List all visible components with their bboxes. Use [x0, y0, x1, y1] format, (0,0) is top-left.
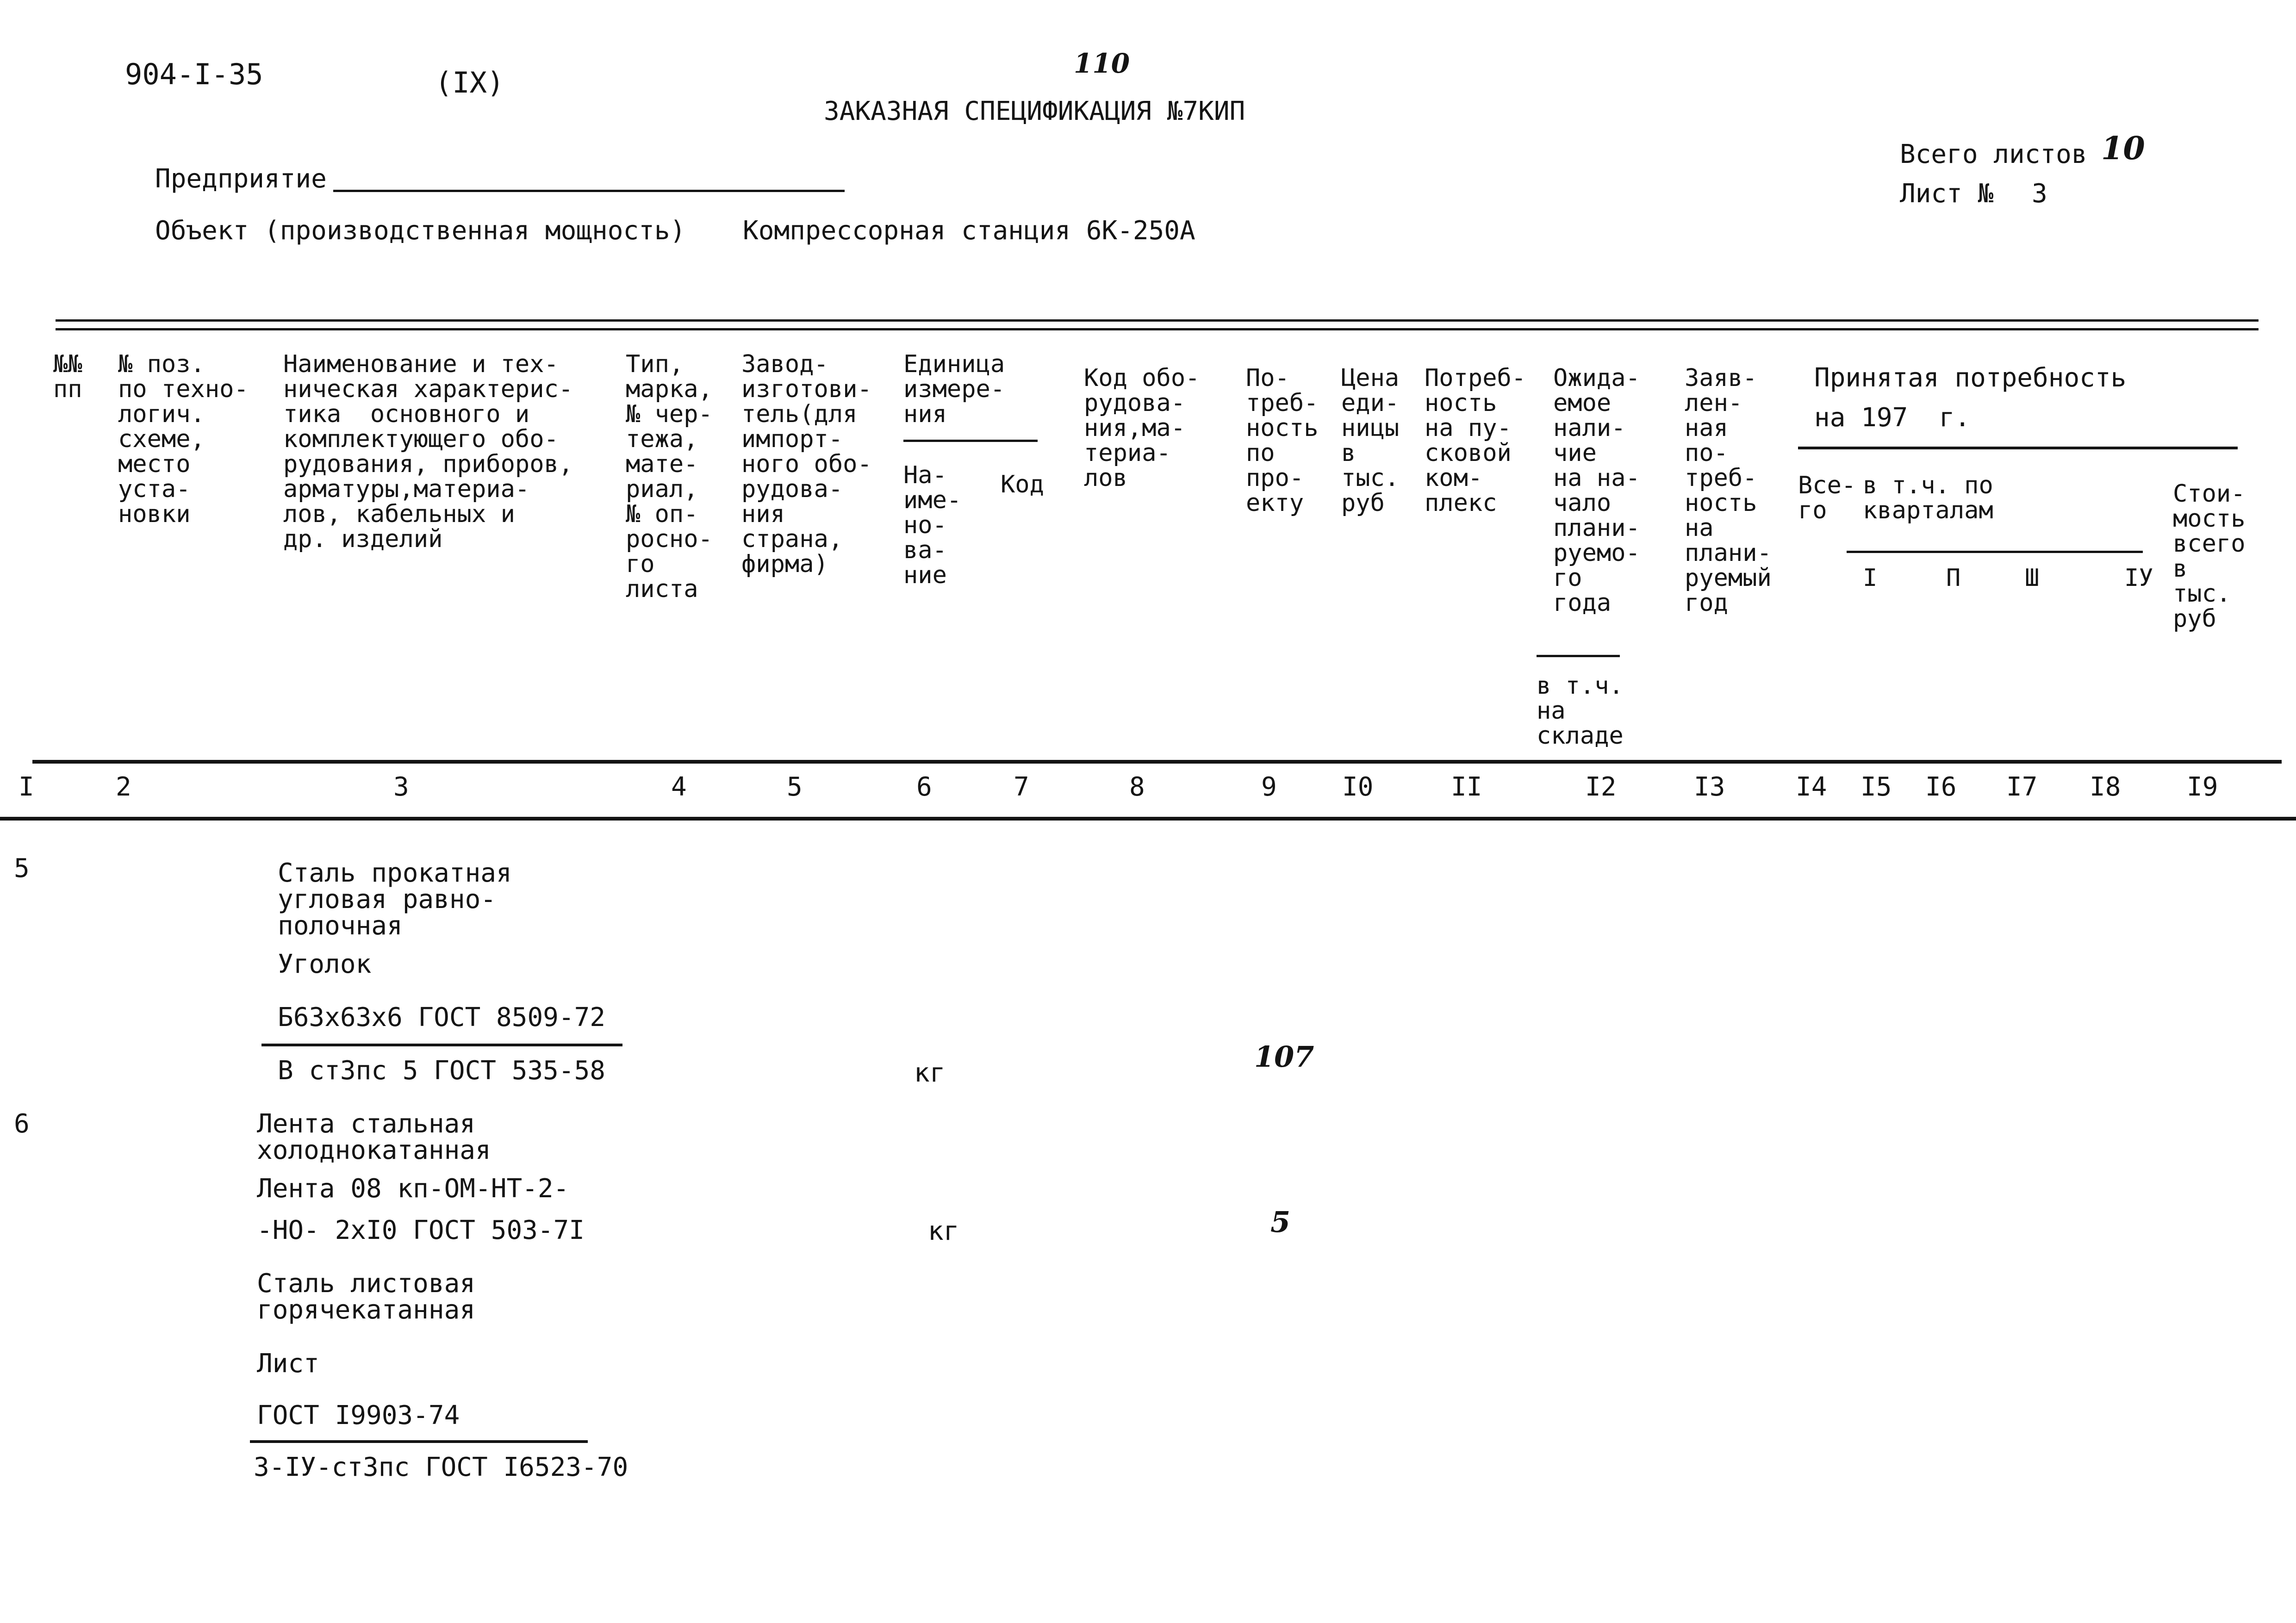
row-6-line-2: -НО- 2хI0 ГОСТ 503-7I: [257, 1215, 585, 1245]
sheet-value: 3: [2032, 179, 2047, 209]
col-number: 3: [393, 772, 409, 802]
col-number: I9: [2187, 772, 2218, 802]
header-col-3: Наименование и тех- ническая характерис- тика основного и комплектующего обо- рудования, приборов, арматуры,материа- лов, кабельных и др. изделий: [283, 350, 573, 553]
header-col-6: На- име- но- ва- ние: [903, 461, 962, 589]
col-number: I6: [1925, 772, 1957, 802]
row-5-subname: Уголок: [278, 949, 372, 979]
object-value: Компрессорная станция 6К-250А: [743, 216, 1195, 246]
document-part: (IX): [435, 66, 504, 99]
col-number: 2: [116, 772, 131, 802]
col-number: I3: [1694, 772, 1725, 802]
header-col-19: Стои- мость всего в тыс. руб: [2173, 480, 2246, 633]
col-number: I7: [2006, 772, 2038, 802]
row-6-unit: кг: [928, 1216, 959, 1246]
col-number: I: [19, 772, 34, 802]
document-code: 904-I-35: [125, 57, 263, 91]
col-number: 5: [787, 772, 803, 802]
row-7-subname: Лист: [257, 1349, 319, 1379]
header-col-12-divider: [1537, 655, 1620, 657]
row-7-gost: ГОСТ I9903-74: [257, 1400, 460, 1430]
header-col-6-divider: [903, 440, 1038, 442]
col-number: I4: [1796, 772, 1827, 802]
header-q2: П: [1946, 564, 1961, 592]
col-number: I2: [1585, 772, 1617, 802]
header-col-4: Тип, марка, № чер- тежа, мате- риал, № оп- росно- го листа: [626, 350, 713, 603]
col-number: I5: [1860, 772, 1892, 802]
row-5-material: В ст3пс 5 ГОСТ 535-58: [278, 1056, 606, 1086]
header-q1: I: [1863, 564, 1878, 592]
header-col-9: По- треб- ность по про- екту: [1246, 364, 1319, 517]
object-label: Объект (производственная мощность): [155, 216, 686, 246]
col-number: II: [1451, 772, 1482, 802]
col-numbers-top-rule: [32, 760, 2282, 764]
col-number: 6: [916, 772, 932, 802]
col-number: 4: [671, 772, 687, 802]
enterprise-label: Предприятие: [155, 164, 327, 194]
header-accepted-divider: [1798, 447, 2238, 449]
header-accepted-year: на 197 г.: [1814, 403, 1971, 433]
page-title: ЗАКАЗНАЯ СПЕЦИФИКАЦИЯ №7КИП: [824, 96, 1245, 126]
total-sheets-value: 10: [2101, 130, 2145, 167]
header-top-double-rule: [56, 319, 2259, 330]
row-7-fraction-line: [250, 1440, 588, 1443]
header-q4: IУ: [2124, 564, 2153, 592]
row-5-number: 5: [14, 853, 30, 883]
header-col-13: Заяв- лен- ная по- треб- ность на плани- руемый год: [1685, 364, 1772, 617]
row-5-unit: кг: [914, 1058, 946, 1088]
enterprise-underline: [333, 190, 845, 192]
row-5-gost: Б63х63х6 ГОСТ 8509-72: [278, 1002, 606, 1032]
header-col-6-group: Единица измере- ния: [903, 350, 1005, 428]
total-sheets-label: Всего листов: [1900, 139, 2087, 169]
row-6-line-1: Лента 08 кп-ОМ-НТ-2-: [257, 1174, 569, 1204]
header-col-2: № поз. по техно- логич. схеме, место уста- новки: [118, 350, 249, 528]
col-numbers-bottom-rule: [0, 817, 2296, 821]
header-col-12-sub: в т.ч. на складе: [1537, 672, 1624, 750]
header-col-7: Код: [1001, 471, 1044, 498]
col-number: I8: [2090, 772, 2121, 802]
row-6-name: Лента стальная холоднокатанная: [257, 1109, 491, 1165]
col-number: I0: [1342, 772, 1374, 802]
header-quarters: в т.ч. по кварталам: [1863, 472, 1993, 524]
row-7-material: 3-IУ-ст3пс ГОСТ I6523-70: [254, 1452, 628, 1482]
row-5-name: Сталь прокатная угловая равно- полочная: [278, 858, 512, 941]
col-number: 7: [1014, 772, 1029, 802]
row-5-fraction-line: [261, 1044, 622, 1046]
col-number: 9: [1261, 772, 1277, 802]
header-col-8: Код обо- рудова- ния,ма- териа- лов: [1084, 364, 1200, 492]
header-col-14: Все- го: [1798, 472, 1856, 524]
row-6-quantity: 5: [1270, 1205, 1291, 1239]
header-quarters-divider: [1847, 551, 2143, 553]
row-6-number: 6: [14, 1109, 30, 1139]
header-col-12: Ожида- емое нали- чие на на- чало плани- руемо- го года: [1553, 364, 1640, 617]
header-col-1: №№ пп: [53, 350, 82, 403]
page-number: 110: [1074, 48, 1130, 79]
col-number: 8: [1129, 772, 1145, 802]
header-col-11: Потреб- ность на пу- сковой ком- плекс: [1425, 364, 1526, 517]
header-accepted: Принятая потребность: [1814, 363, 2127, 393]
sheet-label: Лист №: [1900, 179, 1994, 209]
row-7-name: Сталь листовая горячекатанная: [257, 1269, 476, 1325]
header-q3: Ш: [2025, 564, 2040, 592]
row-5-quantity: 107: [1254, 1040, 1314, 1074]
header-col-10: Цена еди- ницы в тыс. руб: [1341, 364, 1400, 517]
header-col-5: Завод- изготови- тель(для импорт- ного обо- рудова- ния страна, фирма): [741, 350, 872, 578]
